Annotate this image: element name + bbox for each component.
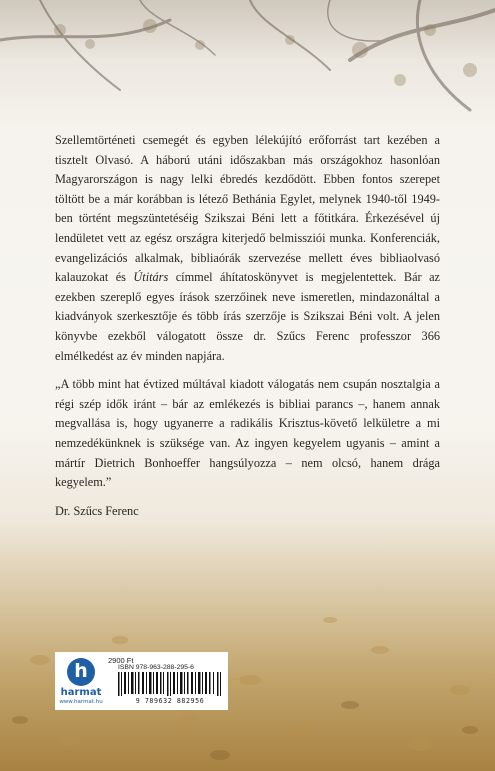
barcode-number: 9 789632 882956: [135, 697, 205, 705]
barcode-icon: [118, 672, 222, 696]
book-title-utitars: Útitárs: [133, 270, 169, 285]
autumn-leaves-image: [0, 530, 495, 771]
publisher-name: harmat: [60, 687, 102, 698]
quote-paragraph: „A több mint hat évtized múltával kiadott válogatás nem csupán nosztalgia a régi szép idők iránt – bár az emlékezés is bibliai parancs –, hanem annak megvallása is, hogy ugyanerre a radikális Krisztus-követő lelkületre a mi nemzedékünknek is szüksége van. Az ingyen kegyelem ugyanis – amint a mártír Dietrich Bonhoeffer hangsúlyozza – nem olcsó, hanem drága kegyelem.”: [55, 377, 440, 490]
author-signature: Dr. Szűcs Ferenc: [55, 503, 139, 518]
blurb-text-block: [55, 131, 440, 521]
tree-branches-image: [0, 0, 495, 150]
price-label: 2900 Ft: [108, 656, 134, 665]
barcode-panel: [55, 652, 228, 710]
publisher-url: www.harmat.hu: [59, 699, 103, 705]
intro-paragraph: Szellemtörténeti csemegét és egyben lélekújító erőforrást tart kezében a tisztelt Olvasó. A háború utáni időszakban más országokhoz hasonlóan Magyarországon is nagy lelki ébredés kezdődött. Ebben fontos szerepet töltött be a már korábban is létező Bethánia Egylet, melynek 1940-től 1949-ben történt megszüntetéséig Szikszai Béni lett a főtitkára. Érkezésével új lendületet vett az egész országra kiterjedő belmissziói munka. Konferenciák, evangelizációs alkalmak, bibliaórák szervezése mellett éves bibliaolvasó kalauzokat és Útitárs címmel áhítatoskönyvet is megjelentettek. Bár az ezekben szereplő egyes írások szerzőinek neve ismeretlen, mindazonáltal a kiadványok szerkesztője és több írás szerzője is Szikszai Béni volt. A jelen könyvbe ezekből válogatott össze dr. Szűcs Ferenc professzor 366 elmélkedést az év minden napjára.: [55, 133, 440, 363]
harmat-logo-icon: h: [67, 658, 95, 686]
isbn-label: ISBN 978-963-288-295-6: [118, 664, 194, 671]
